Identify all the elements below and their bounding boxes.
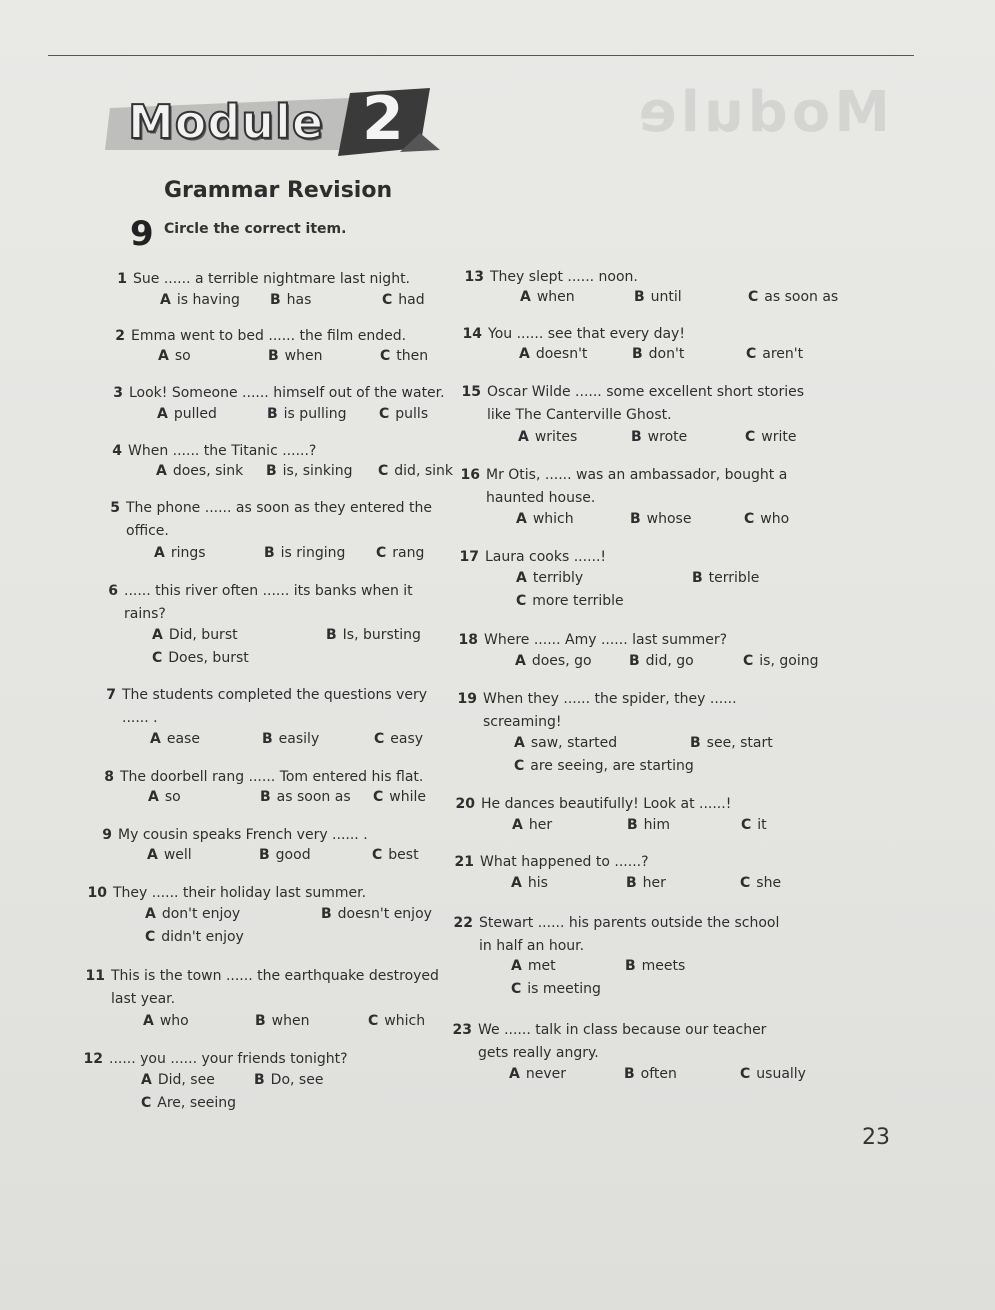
question-number: 17	[459, 549, 479, 565]
option-c[interactable]	[145, 929, 244, 945]
option-text: does, sink	[172, 463, 244, 479]
question-11	[83, 965, 439, 1011]
option-letter: B	[321, 906, 332, 922]
question-text: Where ...... Amy ...... last summer?	[484, 632, 728, 648]
option-a[interactable]	[511, 958, 556, 974]
question-number: 15	[461, 384, 481, 400]
option-b[interactable]	[692, 570, 759, 586]
option-text: is ringing	[280, 545, 346, 561]
option-letter: C	[516, 593, 527, 609]
option-c[interactable]	[152, 650, 249, 666]
question-7	[94, 684, 427, 730]
option-text: often	[640, 1066, 677, 1082]
question-text: ...... you ...... your friends tonight?	[109, 1051, 348, 1067]
option-a[interactable]	[509, 1066, 566, 1082]
option-b[interactable]	[260, 789, 351, 805]
option-text: then	[396, 348, 429, 364]
option-letter: C	[141, 1095, 152, 1111]
option-letter: B	[632, 346, 643, 362]
option-letter: C	[380, 348, 391, 364]
question-2	[103, 325, 406, 348]
option-letter: A	[158, 348, 169, 364]
question-text: office.	[126, 523, 169, 539]
option-c[interactable]	[141, 1095, 236, 1111]
option-text: when	[271, 1013, 310, 1029]
option-text: Does, burst	[168, 650, 249, 666]
option-letter: C	[372, 847, 383, 863]
option-letter: A	[511, 875, 522, 891]
option-text: more terrible	[532, 593, 624, 609]
question-number: 9	[102, 827, 112, 843]
option-c[interactable]	[516, 593, 624, 609]
option-c[interactable]	[374, 731, 423, 747]
option-letter: A	[518, 429, 529, 445]
option-a[interactable]	[152, 627, 238, 643]
option-b[interactable]	[321, 906, 432, 922]
option-a[interactable]	[519, 346, 587, 362]
question-text: Emma went to bed ...... the film ended.	[131, 328, 407, 344]
option-a[interactable]	[156, 463, 243, 479]
option-text: ease	[166, 731, 200, 747]
option-a[interactable]	[520, 289, 575, 305]
option-text: as soon as	[764, 289, 839, 305]
option-text: when	[284, 348, 323, 364]
option-text: wrote	[647, 429, 688, 445]
option-letter: C	[746, 346, 757, 362]
option-b[interactable]	[632, 346, 684, 362]
option-text: usually	[756, 1066, 806, 1082]
option-text: easily	[278, 731, 320, 747]
question-text: The doorbell rang ...... Tom entered his flat.	[120, 769, 424, 785]
question-21	[452, 851, 649, 874]
module-word: Module	[128, 95, 325, 149]
option-c[interactable]	[745, 429, 796, 445]
option-a[interactable]	[514, 735, 617, 751]
option-text: see, start	[706, 735, 773, 751]
option-letter: B	[625, 958, 636, 974]
option-letter: B	[634, 289, 645, 305]
option-letter: A	[156, 463, 167, 479]
question-text: Oscar Wilde ...... some excellent short stories	[487, 384, 805, 400]
option-letter: A	[147, 847, 158, 863]
option-a[interactable]	[141, 1072, 215, 1088]
question-text: haunted house.	[486, 490, 596, 506]
option-letter: B	[267, 406, 278, 422]
question-number: 16	[460, 467, 480, 483]
option-letter: B	[626, 875, 637, 891]
question-6	[96, 580, 413, 626]
option-text: is meeting	[527, 981, 601, 997]
option-text: has	[286, 292, 312, 308]
option-letter: C	[382, 292, 393, 308]
top-rule	[48, 55, 914, 56]
exercise-instruction: Circle the correct item.	[164, 221, 347, 237]
option-b[interactable]	[264, 545, 345, 561]
question-22	[451, 912, 779, 958]
option-a[interactable]	[518, 429, 577, 445]
question-text: The students completed the questions very	[122, 687, 428, 703]
question-23	[450, 1019, 766, 1065]
option-letter: C	[368, 1013, 379, 1029]
question-number: 23	[452, 1022, 472, 1038]
option-text: Did, burst	[168, 627, 238, 643]
option-letter: C	[740, 1066, 751, 1082]
option-c[interactable]	[368, 1013, 425, 1029]
option-b[interactable]	[631, 429, 687, 445]
option-letter: C	[514, 758, 525, 774]
question-text: When they ...... the spider, they ......	[483, 691, 737, 707]
option-a[interactable]	[515, 653, 592, 669]
option-text: met	[527, 958, 556, 974]
question-9	[90, 824, 368, 847]
question-1	[105, 268, 410, 291]
option-c[interactable]	[740, 875, 781, 891]
question-text: My cousin speaks French very ...... .	[118, 827, 368, 843]
option-letter: A	[150, 731, 161, 747]
option-c[interactable]	[746, 346, 803, 362]
option-a[interactable]	[516, 511, 574, 527]
question-number: 20	[455, 796, 475, 812]
option-letter: B	[255, 1013, 266, 1029]
question-text: screaming!	[483, 714, 562, 730]
option-text: terribly	[532, 570, 584, 586]
option-letter: B	[254, 1072, 265, 1088]
option-letter: A	[141, 1072, 152, 1088]
option-letter: A	[160, 292, 171, 308]
option-b[interactable]	[626, 875, 666, 891]
option-text: writes	[534, 429, 578, 445]
option-text: does, go	[531, 653, 592, 669]
option-text: didn't enjoy	[161, 929, 244, 945]
question-5	[98, 497, 432, 543]
option-b[interactable]	[266, 463, 353, 479]
option-text: until	[650, 289, 682, 305]
option-a[interactable]	[516, 570, 583, 586]
option-text: had	[398, 292, 425, 308]
option-b[interactable]	[267, 406, 347, 422]
question-text: When ...... the Titanic ......?	[128, 443, 317, 459]
option-letter: B	[264, 545, 275, 561]
exercise-number: 9	[130, 214, 154, 254]
page-number: 23	[862, 1125, 890, 1150]
question-text: gets really angry.	[478, 1045, 599, 1061]
question-text: ...... .	[122, 710, 158, 726]
bleed-through-text: Module	[634, 80, 890, 145]
question-text: Stewart ...... his parents outside the school	[479, 915, 780, 931]
question-text: He dances beautifully! Look at ......!	[481, 796, 732, 812]
option-text: who	[159, 1013, 189, 1029]
option-text: rings	[170, 545, 206, 561]
question-text: They slept ...... noon.	[490, 269, 638, 285]
option-c[interactable]	[380, 348, 428, 364]
option-c[interactable]	[373, 789, 426, 805]
question-text: This is the town ...... the earthquake destroyed	[111, 968, 439, 984]
question-number: 14	[462, 326, 482, 342]
option-c[interactable]	[378, 463, 453, 479]
option-b[interactable]	[270, 292, 311, 308]
option-text: pulls	[395, 406, 429, 422]
section-title: Grammar Revision	[164, 178, 393, 203]
option-text: when	[536, 289, 575, 305]
module-number: 2	[362, 84, 404, 154]
option-b[interactable]	[630, 511, 691, 527]
option-letter: B	[260, 789, 271, 805]
question-number: 4	[112, 443, 122, 459]
option-text: his	[527, 875, 548, 891]
option-b[interactable]	[625, 958, 685, 974]
option-b[interactable]	[262, 731, 319, 747]
question-number: 21	[454, 854, 474, 870]
option-text: is, going	[759, 653, 819, 669]
question-19	[455, 688, 737, 734]
option-letter: A	[143, 1013, 154, 1029]
option-text: him	[643, 817, 671, 833]
option-letter: C	[741, 817, 752, 833]
question-text: like The Canterville Ghost.	[487, 407, 672, 423]
option-letter: A	[157, 406, 168, 422]
option-text: easy	[390, 731, 424, 747]
question-text: The phone ...... as soon as they entered the	[126, 500, 432, 516]
option-text: did, go	[645, 653, 694, 669]
question-number: 3	[113, 385, 123, 401]
option-c[interactable]	[748, 289, 838, 305]
question-number: 22	[453, 915, 473, 931]
option-b[interactable]	[259, 847, 311, 863]
option-c[interactable]	[379, 406, 428, 422]
option-b[interactable]	[326, 627, 421, 643]
option-text: Did, see	[157, 1072, 215, 1088]
option-letter: A	[512, 817, 523, 833]
question-12	[81, 1048, 348, 1071]
option-text: well	[163, 847, 192, 863]
option-a[interactable]	[160, 292, 240, 308]
option-letter: B	[266, 463, 277, 479]
option-letter: B	[629, 653, 640, 669]
option-letter: A	[145, 906, 156, 922]
option-b[interactable]	[690, 735, 773, 751]
question-number: 1	[117, 271, 127, 287]
question-text: last year.	[111, 991, 176, 1007]
question-15	[459, 381, 804, 427]
option-text: best	[388, 847, 419, 863]
option-letter: C	[748, 289, 759, 305]
question-number: 11	[85, 968, 105, 984]
option-letter: B	[326, 627, 337, 643]
option-c[interactable]	[743, 653, 818, 669]
option-letter: C	[743, 653, 754, 669]
option-a[interactable]	[511, 875, 548, 891]
option-text: Do, see	[270, 1072, 324, 1088]
question-17	[457, 546, 606, 569]
option-text: her	[642, 875, 666, 891]
option-text: which	[532, 511, 574, 527]
option-c[interactable]	[372, 847, 419, 863]
option-a[interactable]	[143, 1013, 189, 1029]
option-a[interactable]	[154, 545, 206, 561]
option-text: which	[384, 1013, 426, 1029]
question-text: rains?	[124, 606, 166, 622]
option-letter: A	[511, 958, 522, 974]
question-10	[85, 882, 366, 905]
option-text: meets	[641, 958, 686, 974]
option-text: never	[525, 1066, 566, 1082]
option-text: aren't	[762, 346, 804, 362]
option-text: she	[756, 875, 782, 891]
option-b[interactable]	[624, 1066, 677, 1082]
option-text: saw, started	[530, 735, 618, 751]
question-text: Laura cooks ......!	[485, 549, 607, 565]
question-13	[462, 266, 638, 289]
question-number: 6	[108, 583, 118, 599]
option-letter: B	[270, 292, 281, 308]
option-letter: C	[374, 731, 385, 747]
question-number: 2	[115, 328, 125, 344]
question-text: We ...... talk in class because our teacher	[478, 1022, 767, 1038]
option-b[interactable]	[629, 653, 694, 669]
option-c[interactable]	[511, 981, 601, 997]
option-letter: B	[262, 731, 273, 747]
question-text: You ...... see that every day!	[488, 326, 685, 342]
question-16	[458, 464, 787, 510]
question-number: 12	[83, 1051, 103, 1067]
option-text: so	[164, 789, 181, 805]
option-letter: B	[631, 429, 642, 445]
question-number: 19	[457, 691, 477, 707]
question-number: 13	[464, 269, 484, 285]
option-letter: A	[516, 511, 527, 527]
option-letter: A	[148, 789, 159, 805]
option-letter: B	[692, 570, 703, 586]
option-c[interactable]	[376, 545, 424, 561]
question-text: Mr Otis, ...... was an ambassador, bought a	[486, 467, 788, 483]
option-text: good	[275, 847, 311, 863]
option-text: it	[757, 817, 767, 833]
option-letter: C	[745, 429, 756, 445]
option-c[interactable]	[741, 817, 767, 833]
question-number: 8	[104, 769, 114, 785]
option-text: terrible	[708, 570, 760, 586]
question-text: Look! Someone ...... himself out of the water.	[129, 385, 445, 401]
option-letter: A	[509, 1066, 520, 1082]
option-a[interactable]	[145, 906, 240, 922]
option-letter: B	[630, 511, 641, 527]
question-4	[100, 440, 316, 463]
option-text: who	[760, 511, 790, 527]
option-letter: C	[511, 981, 522, 997]
option-text: write	[761, 429, 797, 445]
option-a[interactable]	[157, 406, 217, 422]
question-text: in half an hour.	[479, 938, 585, 954]
option-a[interactable]	[150, 731, 200, 747]
option-letter: B	[268, 348, 279, 364]
option-c[interactable]	[744, 511, 789, 527]
question-number: 5	[110, 500, 120, 516]
question-8	[92, 766, 423, 789]
option-letter: A	[520, 289, 531, 305]
option-letter: A	[519, 346, 530, 362]
option-a[interactable]	[147, 847, 192, 863]
option-text: Is, bursting	[342, 627, 421, 643]
option-text: doesn't enjoy	[337, 906, 432, 922]
option-letter: A	[514, 735, 525, 751]
option-letter: B	[627, 817, 638, 833]
option-letter: A	[154, 545, 165, 561]
option-letter: B	[259, 847, 270, 863]
option-c[interactable]	[382, 292, 425, 308]
option-letter: A	[516, 570, 527, 586]
option-letter: C	[152, 650, 163, 666]
option-text: is, sinking	[282, 463, 353, 479]
option-text: is pulling	[283, 406, 347, 422]
option-b[interactable]	[255, 1013, 309, 1029]
option-letter: C	[379, 406, 390, 422]
option-text: while	[389, 789, 426, 805]
option-text: don't enjoy	[161, 906, 241, 922]
question-18	[456, 629, 727, 652]
option-b[interactable]	[627, 817, 670, 833]
question-text: They ...... their holiday last summer.	[113, 885, 367, 901]
option-text: rang	[392, 545, 425, 561]
option-text: is having	[176, 292, 240, 308]
question-20	[453, 793, 731, 816]
question-text: What happened to ......?	[480, 854, 649, 870]
option-text: as soon as	[276, 789, 351, 805]
option-c[interactable]	[740, 1066, 806, 1082]
question-number: 10	[87, 885, 107, 901]
option-letter: C	[145, 929, 156, 945]
option-text: whose	[646, 511, 692, 527]
option-letter: C	[740, 875, 751, 891]
option-b[interactable]	[634, 289, 682, 305]
option-letter: B	[690, 735, 701, 751]
option-a[interactable]	[158, 348, 191, 364]
option-a[interactable]	[148, 789, 181, 805]
option-letter: C	[373, 789, 384, 805]
option-letter: A	[152, 627, 163, 643]
option-c[interactable]	[514, 758, 694, 774]
option-b[interactable]	[254, 1072, 323, 1088]
question-number: 18	[458, 632, 478, 648]
question-text: ...... this river often ...... its banks when it	[124, 583, 413, 599]
option-letter: C	[744, 511, 755, 527]
question-14	[460, 323, 685, 346]
option-b[interactable]	[268, 348, 322, 364]
question-text: Sue ...... a terrible nightmare last night.	[133, 271, 411, 287]
option-letter: C	[378, 463, 389, 479]
option-text: her	[528, 817, 553, 833]
option-text: so	[174, 348, 191, 364]
option-a[interactable]	[512, 817, 552, 833]
option-text: Are, seeing	[157, 1095, 236, 1111]
option-text: did, sink	[394, 463, 454, 479]
option-text: doesn't	[535, 346, 588, 362]
option-text: are seeing, are starting	[530, 758, 694, 774]
option-letter: C	[376, 545, 387, 561]
option-text: pulled	[173, 406, 217, 422]
option-text: don't	[648, 346, 685, 362]
option-letter: B	[624, 1066, 635, 1082]
question-number: 7	[106, 687, 116, 703]
option-letter: A	[515, 653, 526, 669]
question-3	[101, 382, 445, 405]
